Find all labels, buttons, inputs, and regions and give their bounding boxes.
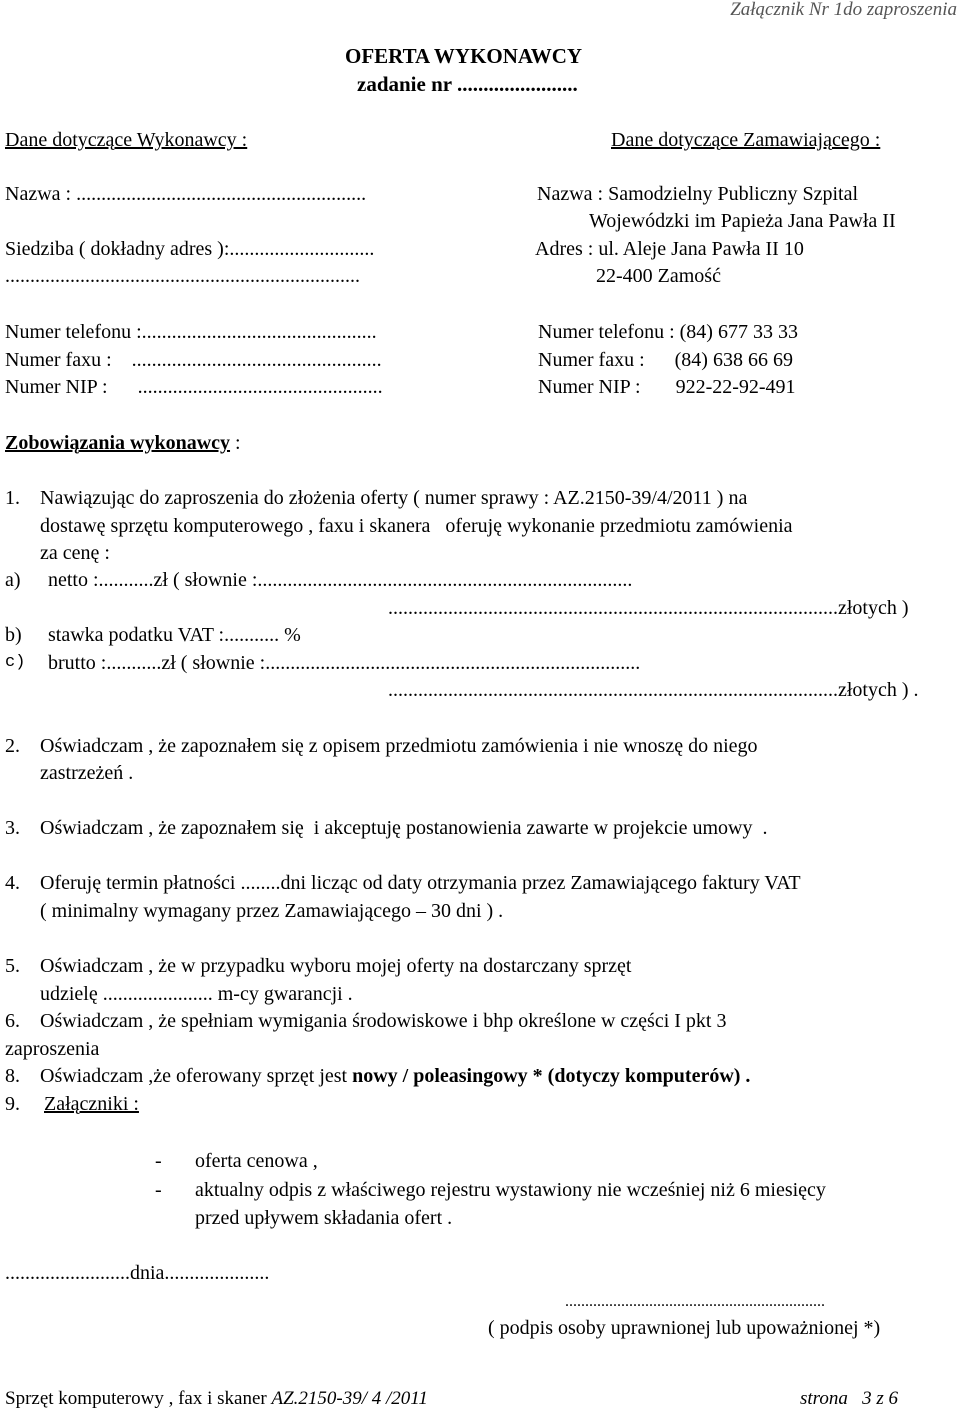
client-fax: Numer faxu : (84) 638 66 69: [538, 349, 793, 371]
item-8-bold-text: nowy / poleasingowy * (dotyczy komputerów) .: [352, 1065, 751, 1087]
client-name-cont: Wojewódzki im Papieża Jana Pawła II: [589, 210, 896, 232]
price-b-label: b): [5, 624, 22, 646]
attachment-2-line-1: aktualny odpis z właściwego rejestru wystawiony nie wcześniej niż 6 miesięcy: [195, 1179, 826, 1201]
item-2-line-2: zastrzeżeń .: [40, 762, 134, 784]
document-subtitle: zadanie nr .......................: [357, 72, 578, 96]
client-address: Adres : ul. Aleje Jana Pawła II 10: [535, 238, 804, 260]
price-a-netto: netto :...........zł ( słownie :...........................................................................: [48, 569, 633, 591]
item-9-number: 9.: [5, 1093, 20, 1115]
attachment-2-line-2: przed upływem składania ofert .: [195, 1207, 453, 1229]
item-9-attachments-label: Załączniki :: [44, 1093, 139, 1115]
attachment-1-dash: -: [155, 1150, 162, 1172]
obligations-heading-line: [5, 429, 241, 457]
price-c-brutto: brutto :...........zł ( słownie :...........................................................................: [48, 652, 641, 674]
client-heading: Dane dotyczące Zamawiającego :: [611, 129, 881, 151]
item-1-line-3: za cenę :: [40, 542, 110, 564]
item-3-line-1: Oświadczam , że zapoznałem się i akceptuję postanowienia zawarte w projekcie umowy .: [40, 817, 768, 839]
price-c-label: c): [5, 653, 26, 672]
item-1-line-2: dostawę sprzętu komputerowego , faxu i skanera oferuję wykonanie przedmiotu zamówienia: [40, 515, 793, 537]
item-4-line-1: Oferuję termin płatności ........dni licząc od daty otrzymania przez Zamawiającego faktury VAT: [40, 872, 801, 894]
item-5-number: 5.: [5, 955, 20, 977]
footer-page-number: strona 3 z 6: [800, 1388, 899, 1409]
footer-left: [5, 1385, 428, 1413]
price-c-words-cont: ..........................................................................................złotych ) .: [388, 679, 919, 701]
contractor-name: Nazwa : ..........................................................: [5, 183, 367, 205]
item-1-number: 1.: [5, 487, 20, 509]
item-3-number: 3.: [5, 817, 20, 839]
client-nip: Numer NIP : 922-22-92-491: [538, 376, 796, 398]
contractor-phone: Numer telefonu :...............................................: [5, 321, 377, 343]
contractor-seat: Siedziba ( dokładny adres ):.............................: [5, 238, 375, 260]
attachment-2-dash: -: [155, 1179, 162, 1201]
signature-dots: .................................................................: [565, 1293, 825, 1310]
item-8-number: 8.: [5, 1065, 20, 1087]
client-phone: Numer telefonu : (84) 677 33 33: [538, 321, 798, 343]
item-2-line-1: Oświadczam , że zapoznałem się z opisem przedmiotu zamówienia i nie wnoszę do niego: [40, 735, 758, 757]
item-8-line: [40, 1062, 750, 1090]
contractor-seat-cont: .......................................................................: [5, 265, 360, 287]
contractor-nip: Numer NIP : .................................................: [5, 376, 383, 398]
contractor-heading: Dane dotyczące Wykonawcy :: [5, 129, 248, 151]
price-a-label: a): [5, 569, 21, 591]
client-name: Nazwa : Samodzielny Publiczny Szpital: [537, 183, 859, 205]
signature-caption: ( podpis osoby uprawnionej lub upoważnionej *): [488, 1317, 881, 1339]
footer-case-number: AZ.2150-39/ 4 /2011: [271, 1388, 428, 1409]
item-8-text: Oświadczam ,że oferowany sprzęt jest: [40, 1065, 353, 1087]
attachment-note: Załącznik Nr 1do zaproszenia: [730, 0, 957, 20]
obligations-colon: :: [230, 432, 241, 454]
item-5-line-2: udzielę ...................... m-cy gwarancji .: [40, 983, 353, 1005]
contractor-fax: Numer faxu : ..................................................: [5, 349, 382, 371]
item-2-number: 2.: [5, 735, 20, 757]
date-place-line: .........................dnia.....................: [5, 1262, 270, 1284]
item-4-number: 4.: [5, 872, 20, 894]
price-b-vat: stawka podatku VAT :........... %: [48, 624, 301, 646]
item-4-line-2: ( minimalny wymagany przez Zamawiającego – 30 dni ) .: [40, 900, 504, 922]
item-6-number: 6.: [5, 1010, 20, 1032]
item-1-line-1: Nawiązując do zaproszenia do złożenia oferty ( numer sprawy : AZ.2150-39/4/2011 ) na: [40, 487, 748, 509]
item-5-line-1: Oświadczam , że w przypadku wyboru mojej oferty na dostarczany sprzęt: [40, 955, 632, 977]
price-a-words-cont: ..........................................................................................złotych ): [388, 597, 909, 619]
obligations-heading: Zobowiązania wykonawcy: [5, 432, 231, 454]
item-6-line-2: zaproszenia: [5, 1038, 100, 1060]
client-address-cont: 22-400 Zamość: [596, 265, 721, 287]
attachment-1: oferta cenowa ,: [195, 1150, 318, 1172]
document-title: OFERTA WYKONAWCY: [345, 44, 583, 68]
footer-title: Sprzęt komputerowy , fax i skaner: [5, 1388, 272, 1409]
item-6-line-1: Oświadczam , że spełniam wymigania środowiskowe i bhp określone w części I pkt 3: [40, 1010, 727, 1032]
